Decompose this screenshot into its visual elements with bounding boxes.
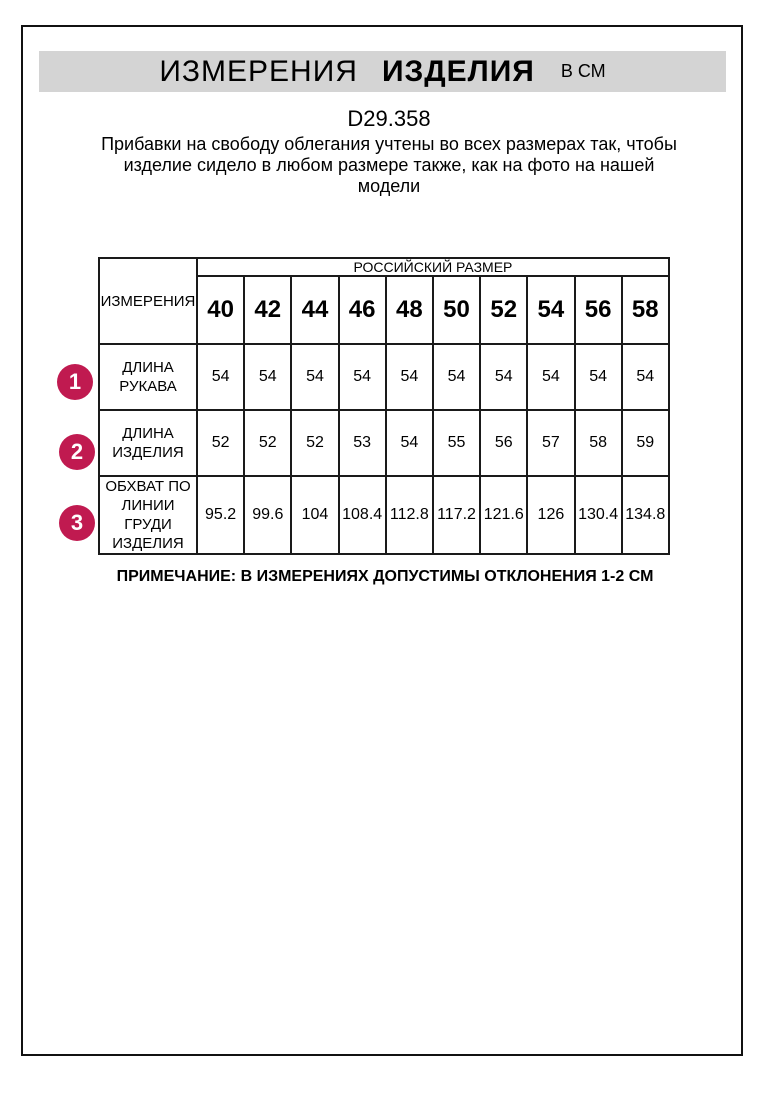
cell-value: 54 bbox=[244, 344, 291, 410]
cell-value: 59 bbox=[622, 410, 669, 476]
cell-value: 54 bbox=[291, 344, 338, 410]
title-word-product: ИЗДЕЛИЯ bbox=[381, 54, 535, 88]
cell-value: 57 bbox=[527, 410, 574, 476]
cell-value: 54 bbox=[386, 344, 433, 410]
cell-value: 54 bbox=[197, 344, 244, 410]
size-column-header: 44 bbox=[291, 276, 338, 344]
cell-value: 53 bbox=[339, 410, 386, 476]
cell-value: 52 bbox=[197, 410, 244, 476]
cell-value: 54 bbox=[386, 410, 433, 476]
cell-value: 54 bbox=[527, 344, 574, 410]
cell-value: 134.8 bbox=[622, 476, 669, 554]
cell-value: 54 bbox=[575, 344, 622, 410]
row-marker-badge-1: 1 bbox=[57, 364, 93, 400]
row-label: ДЛИНА ИЗДЕЛИЯ bbox=[99, 410, 197, 476]
row-marker-badge-2: 2 bbox=[59, 434, 95, 470]
row-label: ДЛИНА РУКАВА bbox=[99, 344, 197, 410]
cell-value: 99.6 bbox=[244, 476, 291, 554]
table-row-chest-girth bbox=[99, 476, 669, 554]
size-group-header: РОССИЙСКИЙ РАЗМЕР bbox=[197, 258, 669, 276]
table-header-row bbox=[99, 258, 669, 276]
cell-value: 52 bbox=[291, 410, 338, 476]
cell-value: 121.6 bbox=[480, 476, 527, 554]
cell-value: 104 bbox=[291, 476, 338, 554]
cell-value: 58 bbox=[575, 410, 622, 476]
size-column-header: 40 bbox=[197, 276, 244, 344]
title-unit-label: В СМ bbox=[560, 61, 606, 81]
size-column-header: 54 bbox=[527, 276, 574, 344]
cell-value: 52 bbox=[244, 410, 291, 476]
size-column-header: 50 bbox=[433, 276, 480, 344]
size-column-header: 52 bbox=[480, 276, 527, 344]
cell-value: 54 bbox=[339, 344, 386, 410]
row-marker-badge-3: 3 bbox=[59, 505, 95, 541]
size-column-header: 56 bbox=[575, 276, 622, 344]
title-bar bbox=[39, 51, 726, 92]
cell-value: 108.4 bbox=[339, 476, 386, 554]
size-column-header: 58 bbox=[622, 276, 669, 344]
measurements-table bbox=[98, 257, 670, 555]
model-code: D29.358 bbox=[347, 106, 431, 131]
cell-value: 130.4 bbox=[575, 476, 622, 554]
cell-value: 95.2 bbox=[197, 476, 244, 554]
cell-value: 126 bbox=[527, 476, 574, 554]
table-row-sleeve-length bbox=[99, 344, 669, 410]
cell-value: 54 bbox=[480, 344, 527, 410]
row-label: ОБХВАТ ПО ЛИНИИ ГРУДИ ИЗДЕЛИЯ bbox=[99, 476, 197, 554]
table-row-product-length bbox=[99, 410, 669, 476]
cell-value: 112.8 bbox=[386, 476, 433, 554]
table-corner-header: ИЗМЕРЕНИЯ bbox=[99, 258, 197, 344]
size-column-header: 46 bbox=[339, 276, 386, 344]
cell-value: 117.2 bbox=[433, 476, 480, 554]
size-column-header: 48 bbox=[386, 276, 433, 344]
cell-value: 56 bbox=[480, 410, 527, 476]
title-word-measurements: ИЗМЕРЕНИЯ bbox=[159, 54, 358, 88]
cell-value: 55 bbox=[433, 410, 480, 476]
size-column-header: 42 bbox=[244, 276, 291, 344]
fit-description-text: Прибавки на свободу облегания учтены во всех размерах так, чтобы изделие сидело в любом размере также, как на фото на нашей модели bbox=[101, 134, 677, 196]
tolerance-note: ПРИМЕЧАНИЕ: В ИЗМЕРЕНИЯХ ДОПУСТИМЫ ОТКЛОНЕНИЯ 1-2 СМ bbox=[116, 568, 654, 585]
cell-value: 54 bbox=[433, 344, 480, 410]
cell-value: 54 bbox=[622, 344, 669, 410]
